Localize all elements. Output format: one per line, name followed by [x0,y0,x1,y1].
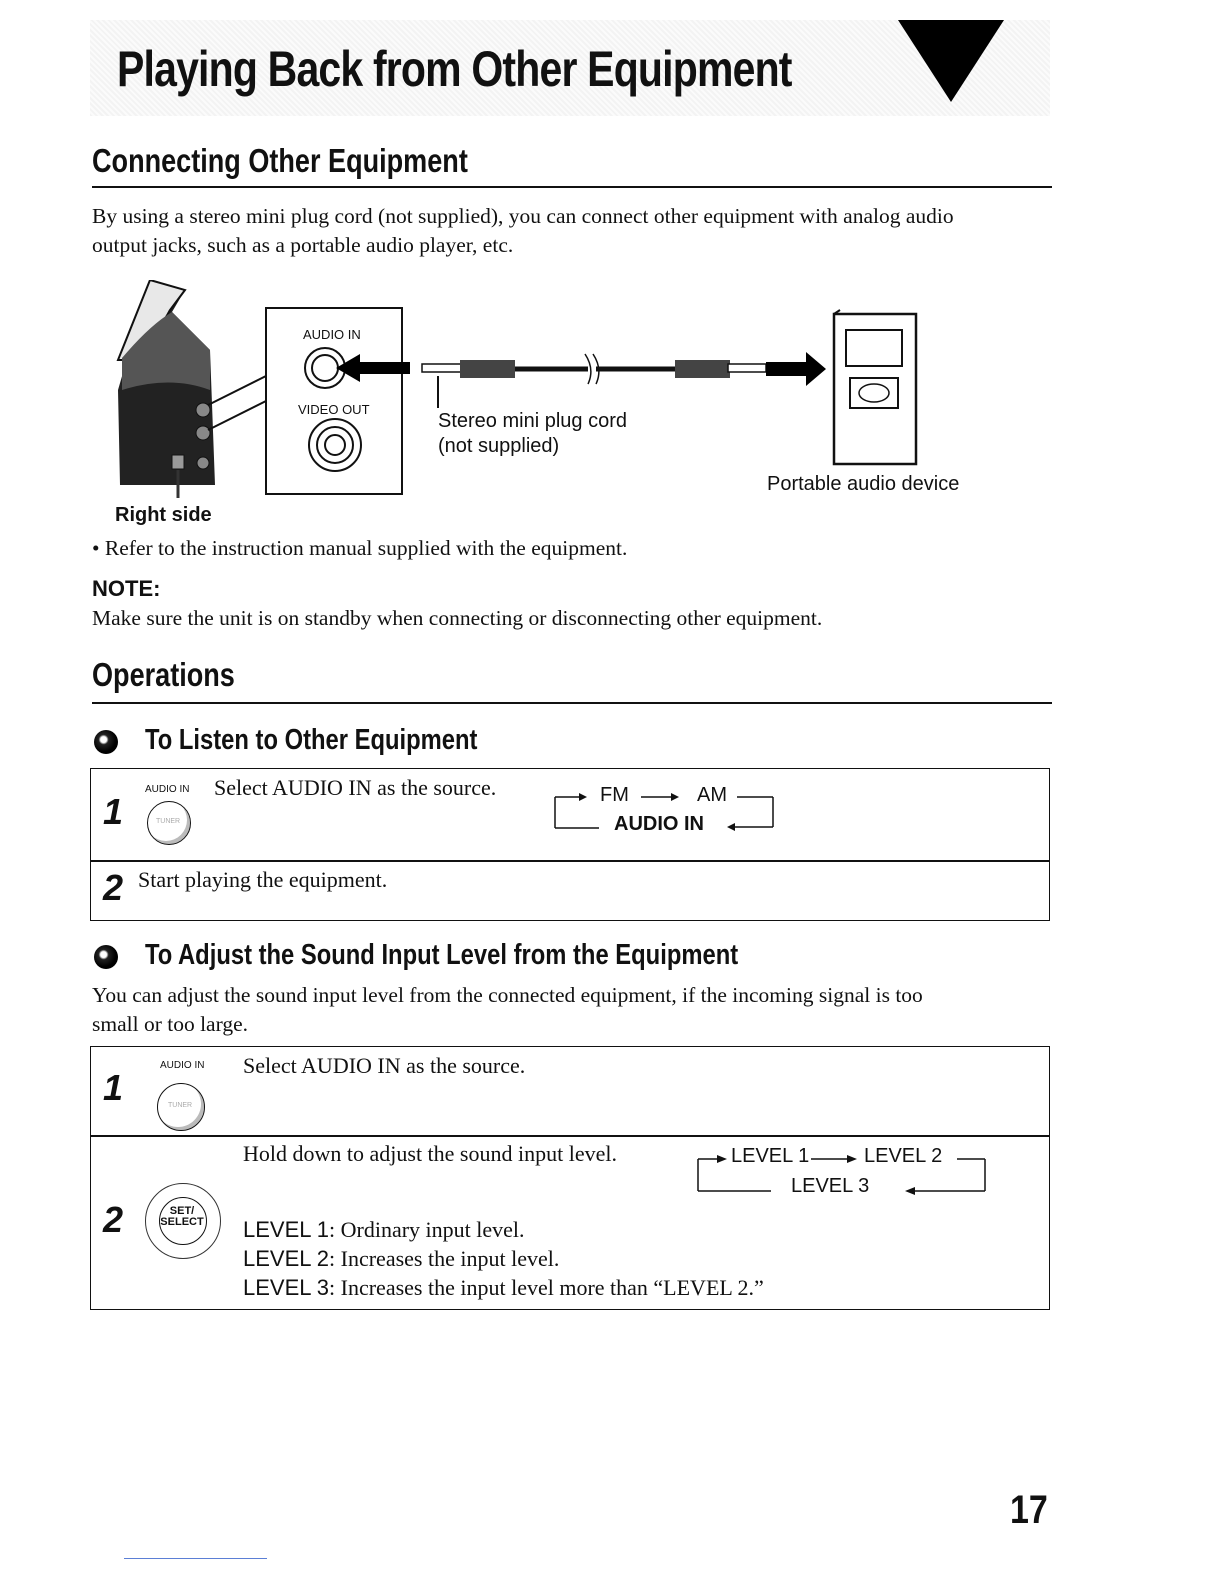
button-face-text: TUNER [168,1102,193,1109]
row-separator [91,1135,1049,1137]
audio-in-button[interactable] [153,1057,213,1129]
level-name: LEVEL 3 [243,1275,330,1300]
audio-in-button[interactable] [141,781,201,853]
step-number: 1 [103,791,124,832]
set-select-button[interactable] [145,1183,223,1259]
section-heading-connecting: Connecting Other Equipment [92,142,468,179]
step-number: 2 [103,1199,124,1240]
section-rule [92,702,1052,704]
side-label: Right side [115,504,212,526]
listen-step1-text: Select AUDIO IN as the source. [214,775,497,800]
listen-steps-box [90,768,1050,921]
level-descriptions [243,1215,764,1302]
button-label: AUDIO IN [160,1060,205,1071]
level-desc: : Increases the input level. [329,1246,560,1271]
level-name: LEVEL 2 [243,1246,330,1271]
source-fm: FM [600,784,629,806]
adjust-intro [92,981,1057,1039]
connecting-intro [92,202,1057,260]
level-description [243,1215,764,1244]
adjust-step1-text: Select AUDIO IN as the source. [243,1053,526,1078]
adjust-step2-text: Hold down to adjust the sound input level. [243,1141,617,1166]
cord-label-line1: Stereo mini plug cord [438,410,627,432]
main-unit-illustration [118,280,215,498]
source-am: AM [697,784,727,806]
note-text: Make sure the unit is on standby when connecting or disconnecting other equipment. [92,606,823,630]
step-number: 2 [103,867,124,908]
portable-audio-device-illustration [834,310,916,464]
video-out-jack-label: VIDEO OUT [298,402,370,417]
level-name: LEVEL 1 [243,1217,330,1242]
device-label: Portable audio device [767,473,960,495]
subheading-adjust: To Adjust the Sound Input Level from the Equipment [145,939,739,971]
down-triangle-icon [898,20,1004,102]
level-2-label: LEVEL 2 [864,1145,943,1167]
refer-note: • Refer to the instruction manual supplied with the equipment. [92,536,628,560]
button-face-text: SET/ [169,1205,195,1217]
page-title: Playing Back from Other Equipment [117,41,792,97]
listen-step2-text: Start playing the equipment. [138,867,388,892]
source-audio-in: AUDIO IN [614,813,704,835]
button-face-text: SELECT [160,1216,204,1228]
section-rule [92,186,1052,188]
bullet-circle-icon [94,945,118,969]
level-description [243,1244,764,1273]
adjust-intro-line1: You can adjust the sound input level from the connected equipment, if the incoming signal is too [92,983,923,1007]
footer-line [124,1558,267,1559]
stereo-mini-plug-cord [422,354,766,408]
level-3-label: LEVEL 3 [791,1175,870,1197]
audio-in-jack-label: AUDIO IN [303,327,361,342]
section-heading-operations: Operations [92,656,235,693]
step-number: 1 [103,1067,124,1108]
connecting-intro-line2: output jacks, such as a portable audio player, etc. [92,233,514,257]
note-label: NOTE: [92,576,161,601]
level-desc: : Ordinary input level. [329,1217,525,1242]
cord-label-line2: (not supplied) [438,435,560,457]
connection-diagram [110,280,930,500]
adjust-intro-line2: small or too large. [92,1012,249,1036]
row-separator [91,860,1049,862]
button-face-text: TUNER [156,818,181,825]
page-number: 17 [1010,1488,1048,1532]
level-desc: : Increases the input level more than “LEVEL 2.” [329,1275,764,1300]
adjust-steps-box [90,1046,1050,1310]
level-description [243,1273,764,1302]
level-1-label: LEVEL 1 [731,1145,810,1167]
button-label: AUDIO IN [145,784,190,795]
connecting-intro-line1: By using a stereo mini plug cord (not supplied), you can connect other equipment with analog audio [92,204,954,228]
bullet-circle-icon [94,730,118,754]
subheading-listen: To Listen to Other Equipment [145,724,478,756]
arrow-right-icon [766,352,826,386]
